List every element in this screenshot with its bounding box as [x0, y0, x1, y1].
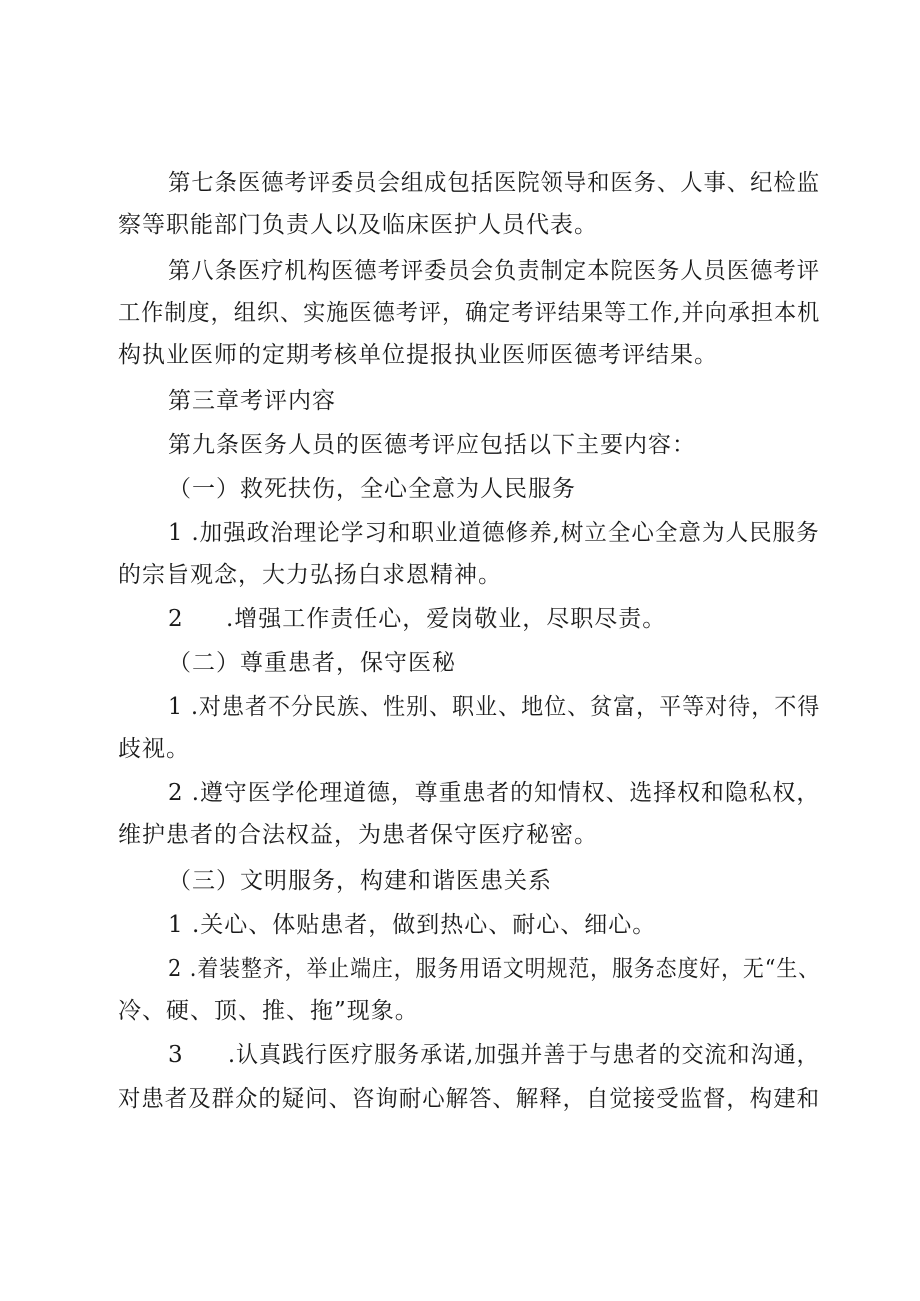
- chapter-3-heading: 第三章考评内容: [168, 388, 336, 414]
- paragraph-article-9: 第九条医务人员的医德考评应包括以下主要内容：: [168, 432, 696, 458]
- section-2-item-1-line-1: 1 .对患者不分民族、性别、职业、地位、贫富，平等对待，不得: [168, 694, 821, 720]
- section-3-item-2-line-2: 冷、硬、顶、推、拖”现象。: [118, 998, 419, 1024]
- section-1-item-2-text: .增强工作责任心，爱岗敬业，尽职尽责。: [226, 606, 667, 632]
- paragraph-article-8-line-1: 第八条医疗机构医德考评委员会负责制定本院医务人员医德考评: [168, 258, 820, 284]
- paragraph-article-8-line-2: 工作制度，组织、实施医德考评，确定考评结果等工作,并向承担本机: [118, 300, 821, 326]
- paragraph-article-7-line-2: 察等职能部门负责人以及临床医护人员代表。: [118, 212, 598, 238]
- section-3-item-2-line-1: 2 .着装整齐，举止端庄，服务用语文明规范，服务态度好，无“生、: [168, 956, 820, 982]
- section-3-item-3-number: 3: [168, 1042, 183, 1068]
- section-1-item-1-line-1: 1 .加强政治理论学习和职业道德修养,树立全心全意为人民服务: [168, 520, 820, 546]
- section-2-heading: （二）尊重患者，保守医秘: [168, 650, 456, 676]
- section-1-item-1-line-2: 的宗旨观念，大力弘扬白求恩精神。: [118, 562, 502, 588]
- section-3-heading: （三）文明服务，构建和谐医患关系: [168, 868, 552, 894]
- section-1-heading: （一）救死扶伤，全心全意为人民服务: [168, 476, 576, 502]
- paragraph-article-8-line-3: 构执业医师的定期考核单位提报执业医师医德考评结果。: [118, 342, 718, 368]
- section-2-item-1-line-2: 歧视。: [118, 736, 190, 762]
- section-1-item-2-number: 2: [168, 606, 183, 632]
- paragraph-article-7-line-1: 第七条医德考评委员会组成包括医院领导和医务、人事、纪检监: [168, 170, 820, 196]
- section-3-item-3-line-2: 对患者及群众的疑问、咨询耐心解答、解释，自觉接受监督，构建和: [118, 1086, 820, 1112]
- section-2-item-2-line-1: 2 .遵守医学伦理道德，尊重患者的知情权、选择权和隐私权，: [168, 780, 821, 806]
- section-3-item-3-text: .认真践行医疗服务承诺,加强并善于与患者的交流和沟通，: [228, 1042, 820, 1068]
- section-2-item-2-line-2: 维护患者的合法权益，为患者保守医疗秘密。: [118, 822, 598, 848]
- section-3-item-1: 1 .关心、体贴患者，做到热心、耐心、细心。: [168, 912, 657, 938]
